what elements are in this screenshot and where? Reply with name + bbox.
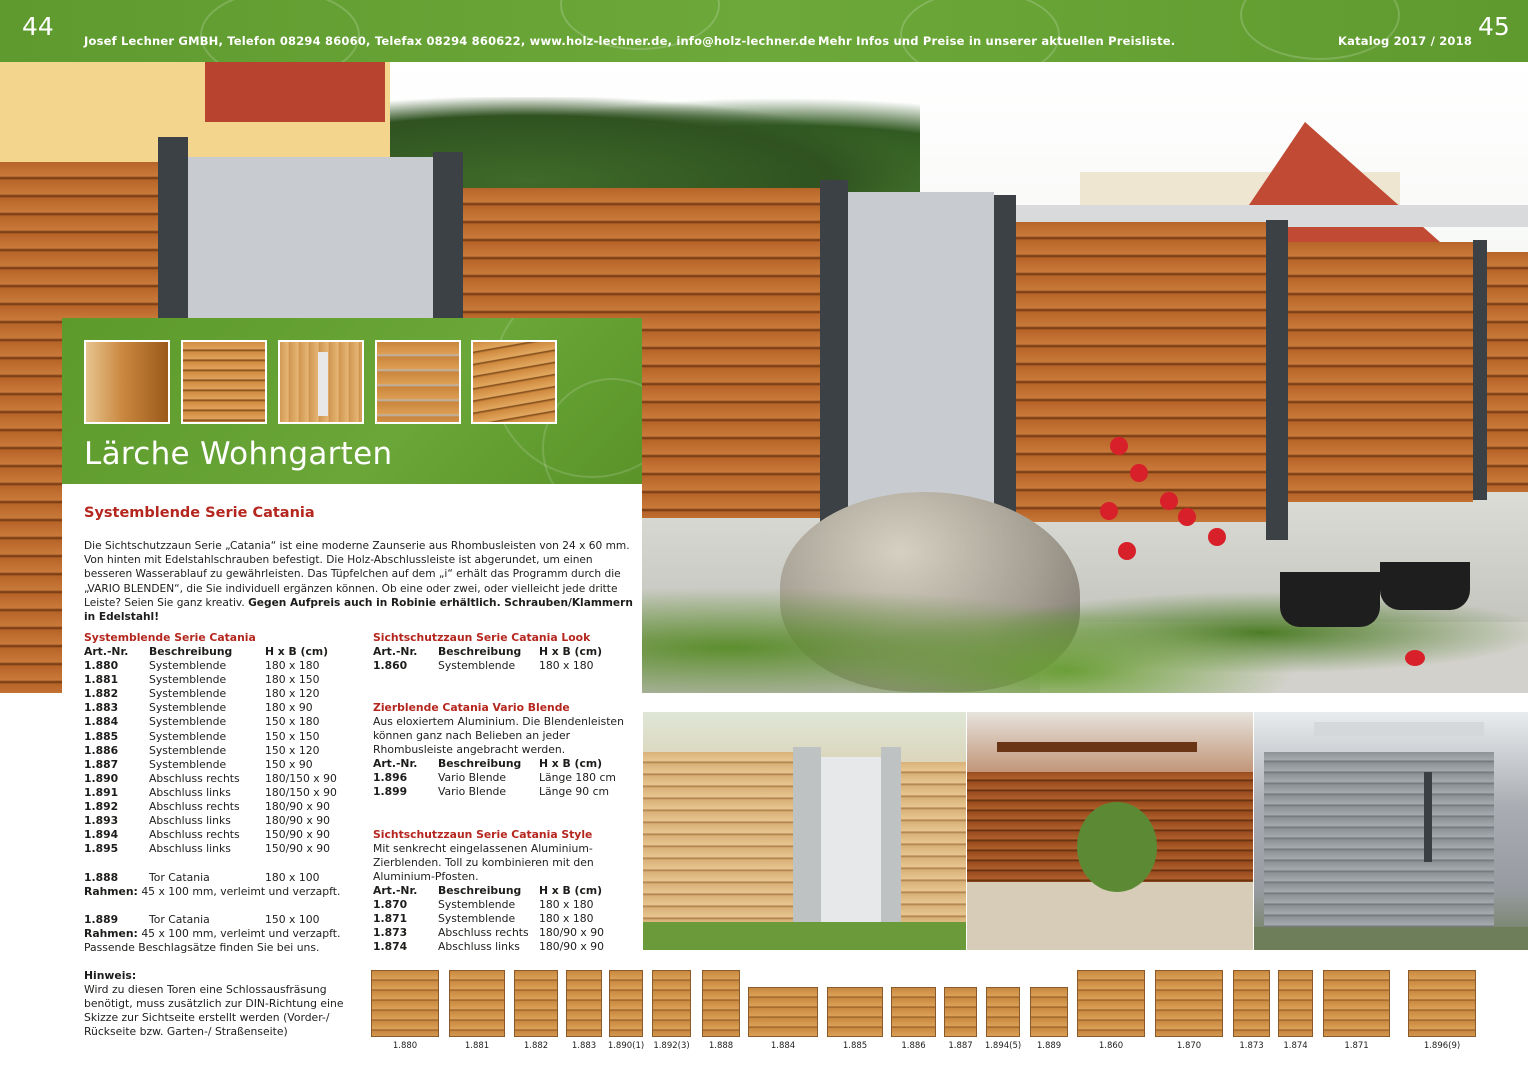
description: Abschluss rechts (438, 926, 529, 940)
ornament (200, 0, 360, 62)
photo-catania-style (643, 712, 966, 950)
product-swatch-label: 1.881 (464, 1041, 490, 1051)
geranium (1100, 502, 1118, 520)
description: Systemblende (438, 898, 516, 911)
photo-courtyard (967, 712, 1253, 950)
house-roof (205, 62, 385, 122)
product-swatch-label: 1.896(9) (1423, 1041, 1461, 1051)
photo-grey-fence (1254, 712, 1528, 950)
gate2-nr: 1.889 (84, 913, 119, 926)
description: Systemblende (149, 743, 227, 757)
col-desc: Beschreibung (438, 757, 522, 770)
product-swatch (1323, 970, 1390, 1037)
product-swatch (371, 970, 439, 1037)
ground (1254, 927, 1528, 950)
gate2-note-label: Rahmen: (84, 927, 138, 940)
col-size: H x B (cm) (539, 884, 603, 897)
article-number: 1.883 (84, 701, 119, 715)
lawn (643, 922, 966, 950)
dimensions: 150 x 150 (265, 729, 320, 743)
product-swatch (1408, 970, 1476, 1037)
plant-pot (1280, 572, 1380, 627)
detail-photo-slats (181, 340, 267, 424)
dimensions: 180 x 150 (265, 673, 320, 687)
hint-block (84, 969, 346, 1039)
article-number: 1.886 (84, 743, 119, 757)
description: Abschluss rechts (149, 771, 240, 785)
product-swatch-label: 1.871 (1344, 1041, 1369, 1051)
description: Abschluss links (149, 842, 231, 856)
gate1-note-label: Rahmen: (84, 885, 138, 898)
article-number: 1.882 (84, 687, 119, 701)
description: Systemblende (438, 912, 516, 926)
geranium (1118, 542, 1136, 560)
geranium (1130, 464, 1148, 482)
col-nr: Art.-Nr. (84, 645, 129, 658)
geranium (1160, 492, 1178, 510)
product-swatch-label: 1.894(5) (984, 1041, 1022, 1051)
dimensions: 150/90 x 90 (265, 842, 330, 856)
product-swatch (1077, 970, 1145, 1037)
hint-text: Wird zu diesen Toren eine Schlossausfräsung benötigt, muss zusätzlich zur DIN-Richtung eine Skizze zur Sichtseite erstellt werden (Vorder-/ Rückseite bzw. Garten-/ Straßenseite) (84, 983, 344, 1039)
description: Systemblende (149, 659, 227, 672)
product-swatch-label: 1.892(3) (653, 1041, 690, 1051)
article-number: 1.891 (84, 785, 119, 799)
dimensions: 150 x 120 (265, 743, 320, 757)
product-swatch (702, 970, 740, 1037)
description: Systemblende (149, 715, 227, 729)
description: Abschluss links (149, 785, 231, 799)
gate2-note-text2: Passende Beschlagsätze finden Sie bei uns. (84, 941, 320, 955)
stone-post (793, 747, 821, 937)
product-swatch-label: 1.860 (1098, 1041, 1124, 1051)
product-swatch-label: 1.888 (708, 1041, 734, 1051)
description: Abschluss rechts (149, 800, 240, 813)
description: Systemblende (149, 757, 227, 771)
product-swatch (449, 970, 505, 1037)
product-swatch-label: 1.885 (842, 1041, 868, 1051)
description: Systemblende (149, 729, 227, 743)
product-swatch (1030, 987, 1068, 1037)
right-page-number: 45 (1478, 12, 1510, 41)
style-description: Mit senkrecht eingelassenen Aluminium-Zierblenden. Toll zu kombinieren mit den Aluminium-Pfosten. (373, 842, 594, 884)
dimensions: 180 x 180 (265, 659, 320, 672)
ornament (900, 0, 1060, 62)
ladybug (1405, 650, 1425, 666)
description: Vario Blende (438, 785, 507, 799)
dimensions: 180/150 x 90 (265, 771, 337, 785)
section-heading: Systemblende Serie Catania (84, 505, 315, 521)
col-size: H x B (cm) (265, 645, 329, 658)
gate2-size: 150 x 100 (265, 913, 320, 926)
product-swatch-label: 1.889 (1036, 1041, 1062, 1051)
gate1-note-text: 45 x 100 mm, verleimt und verzapft. (141, 885, 341, 898)
dimensions: 180 x 180 (539, 659, 594, 672)
description: Systemblende (438, 659, 516, 672)
col-nr: Art.-Nr. (373, 884, 418, 897)
post (1473, 240, 1487, 500)
article-number: 1.896 (373, 771, 408, 784)
gate1-nr: 1.888 (84, 871, 119, 884)
alu-panel (821, 757, 881, 937)
alu-blind (1424, 772, 1432, 862)
pergola (1314, 722, 1484, 736)
wood-panel (1487, 252, 1528, 492)
dimensions: Länge 180 cm (539, 771, 616, 784)
article-number: 1.892 (84, 800, 119, 813)
col-desc: Beschreibung (438, 645, 522, 658)
gate2-note (84, 927, 364, 955)
article-number: 1.887 (84, 757, 119, 771)
col-size: H x B (cm) (539, 757, 603, 770)
catalog-year: Katalog 2017 / 2018 (1338, 34, 1473, 48)
table-title-catania: Systemblende Serie Catania (84, 631, 256, 644)
geranium (1178, 508, 1196, 526)
dimensions: 180/90 x 90 (539, 926, 604, 940)
header-bar (0, 0, 1528, 62)
product-swatch-label: 1.890(1) (607, 1041, 645, 1051)
article-number: 1.880 (84, 659, 119, 672)
dimensions: 150 x 90 (265, 757, 313, 771)
gate1-size: 180 x 100 (265, 871, 320, 884)
product-swatch (944, 987, 977, 1037)
product-swatch-label: 1.883 (571, 1041, 597, 1051)
col-desc: Beschreibung (438, 884, 522, 897)
ornament (1240, 0, 1400, 60)
product-swatch-label: 1.884 (770, 1041, 796, 1051)
product-swatch-label: 1.880 (392, 1041, 418, 1051)
article-number: 1.895 (84, 842, 119, 856)
left-page-number: 44 (22, 12, 54, 41)
pergola (997, 742, 1197, 752)
wood-panel (901, 762, 966, 922)
description: Abschluss rechts (149, 828, 240, 842)
product-swatch (1233, 970, 1270, 1037)
pricelist-note: Mehr Infos und Preise in unserer aktuellen Preisliste. (818, 34, 1176, 48)
article-number: 1.884 (84, 715, 119, 729)
contact-line: Josef Lechner GMBH, Telefon 08294 86060, Telefax 08294 860622, www.holz-lechner.de, info@holz-lechner.de (84, 34, 816, 48)
description: Abschluss links (438, 940, 520, 954)
article-number: 1.885 (84, 729, 119, 743)
product-swatch (1278, 970, 1313, 1037)
grey-fence (1264, 752, 1494, 932)
product-swatch (514, 970, 558, 1037)
table-title-style: Sichtschutzzaun Serie Catania Style (373, 828, 593, 841)
detail-photo-rhombus (471, 340, 557, 424)
product-swatch-label: 1.870 (1176, 1041, 1202, 1051)
vario-description: Aus eloxiertem Aluminium. Die Blendenleisten können ganz nach Belieben an jeder Rhombusleiste angebracht werden. (373, 715, 624, 757)
dimensions: 180/150 x 90 (265, 785, 337, 799)
page-title: Lärche Wohngarten (84, 436, 393, 472)
product-swatch (827, 987, 883, 1037)
description: Systemblende (149, 701, 227, 715)
product-swatch (1155, 970, 1223, 1037)
article-number: 1.871 (373, 912, 408, 926)
article-number: 1.870 (373, 898, 408, 911)
geranium (1110, 437, 1128, 455)
dimensions: 180 x 180 (539, 912, 594, 926)
wood-panel (643, 752, 793, 922)
intro-paragraph (84, 539, 639, 624)
hint-label: Hinweis: (84, 969, 137, 982)
article-number: 1.881 (84, 673, 119, 687)
stone-post (881, 747, 901, 937)
dimensions: 150/90 x 90 (265, 828, 330, 842)
tree (1077, 802, 1157, 892)
geranium (1208, 528, 1226, 546)
intro-text: Die Sichtschutzzaun Serie „Catania“ ist eine moderne Zaunserie aus Rhombusleisten von 24 x 60 mm. Von hinten mit Edelstahlschrauben befestigt. Die Holz-Abschlussleiste ist abgerundet, um einen besseren Wasserablauf zu gewährleisten. Das Tüpfelchen auf dem „i“ erhält das Programm durch die „VARIO BLENDEN“, die Sie individuell ergänzen können. Ob eine oder zwei, oder vielleicht jede dritte Leiste? Seien Sie ganz kreativ. (84, 540, 630, 609)
gate2-desc: Tor Catania (149, 913, 210, 926)
plant-pot (1380, 562, 1470, 610)
dimensions: 180/90 x 90 (539, 940, 604, 954)
col-nr: Art.-Nr. (373, 645, 418, 658)
product-swatch (609, 970, 643, 1037)
article-number: 1.893 (84, 814, 119, 828)
article-number: 1.890 (84, 771, 119, 785)
product-swatch (566, 970, 602, 1037)
dimensions: 180 x 180 (539, 898, 594, 911)
table-title-look: Sichtschutzzaun Serie Catania Look (373, 631, 591, 644)
dimensions: 180/90 x 90 (265, 814, 330, 828)
detail-photo-back (278, 340, 364, 424)
col-nr: Art.-Nr. (373, 757, 418, 770)
article-number: 1.894 (84, 828, 119, 842)
dimensions: 150 x 180 (265, 715, 320, 729)
detail-photo-vario (375, 340, 461, 424)
col-desc: Beschreibung (149, 645, 233, 658)
gate2-note-text: 45 x 100 mm, verleimt und verzapft. (141, 927, 341, 940)
gate1-note (84, 885, 364, 899)
product-swatch (986, 987, 1020, 1037)
gate1-desc: Tor Catania (149, 871, 210, 884)
description: Systemblende (149, 673, 227, 687)
product-swatch-label: 1.882 (523, 1041, 549, 1051)
description: Systemblende (149, 687, 227, 701)
col-size: H x B (cm) (539, 645, 603, 658)
description: Abschluss links (149, 814, 231, 828)
product-swatch (891, 987, 936, 1037)
product-swatch-label: 1.887 (948, 1041, 973, 1051)
product-swatch (652, 970, 691, 1037)
article-number: 1.899 (373, 785, 408, 799)
dimensions: 180/90 x 90 (265, 800, 330, 813)
paving (967, 882, 1253, 950)
product-swatch-label: 1.874 (1283, 1041, 1308, 1051)
article-number: 1.873 (373, 926, 408, 940)
dimensions: 180 x 90 (265, 701, 313, 715)
article-number: 1.874 (373, 940, 408, 954)
product-swatch-label: 1.873 (1239, 1041, 1264, 1051)
table-title-vario: Zierblende Catania Vario Blende (373, 701, 570, 714)
post (1266, 220, 1288, 540)
detail-photo-cap (84, 340, 170, 424)
dimensions: Länge 90 cm (539, 785, 610, 799)
product-swatch (748, 987, 818, 1037)
description: Vario Blende (438, 771, 507, 784)
article-number: 1.860 (373, 659, 408, 672)
intro-bold: Gegen Aufpreis auch in Robinie erhältlich. Schrauben/Klammern in Edelstahl! (84, 596, 633, 624)
title-panel (62, 318, 642, 484)
wood-panel (1288, 242, 1473, 502)
product-swatch-label: 1.886 (901, 1041, 926, 1051)
dimensions: 180 x 120 (265, 687, 320, 701)
